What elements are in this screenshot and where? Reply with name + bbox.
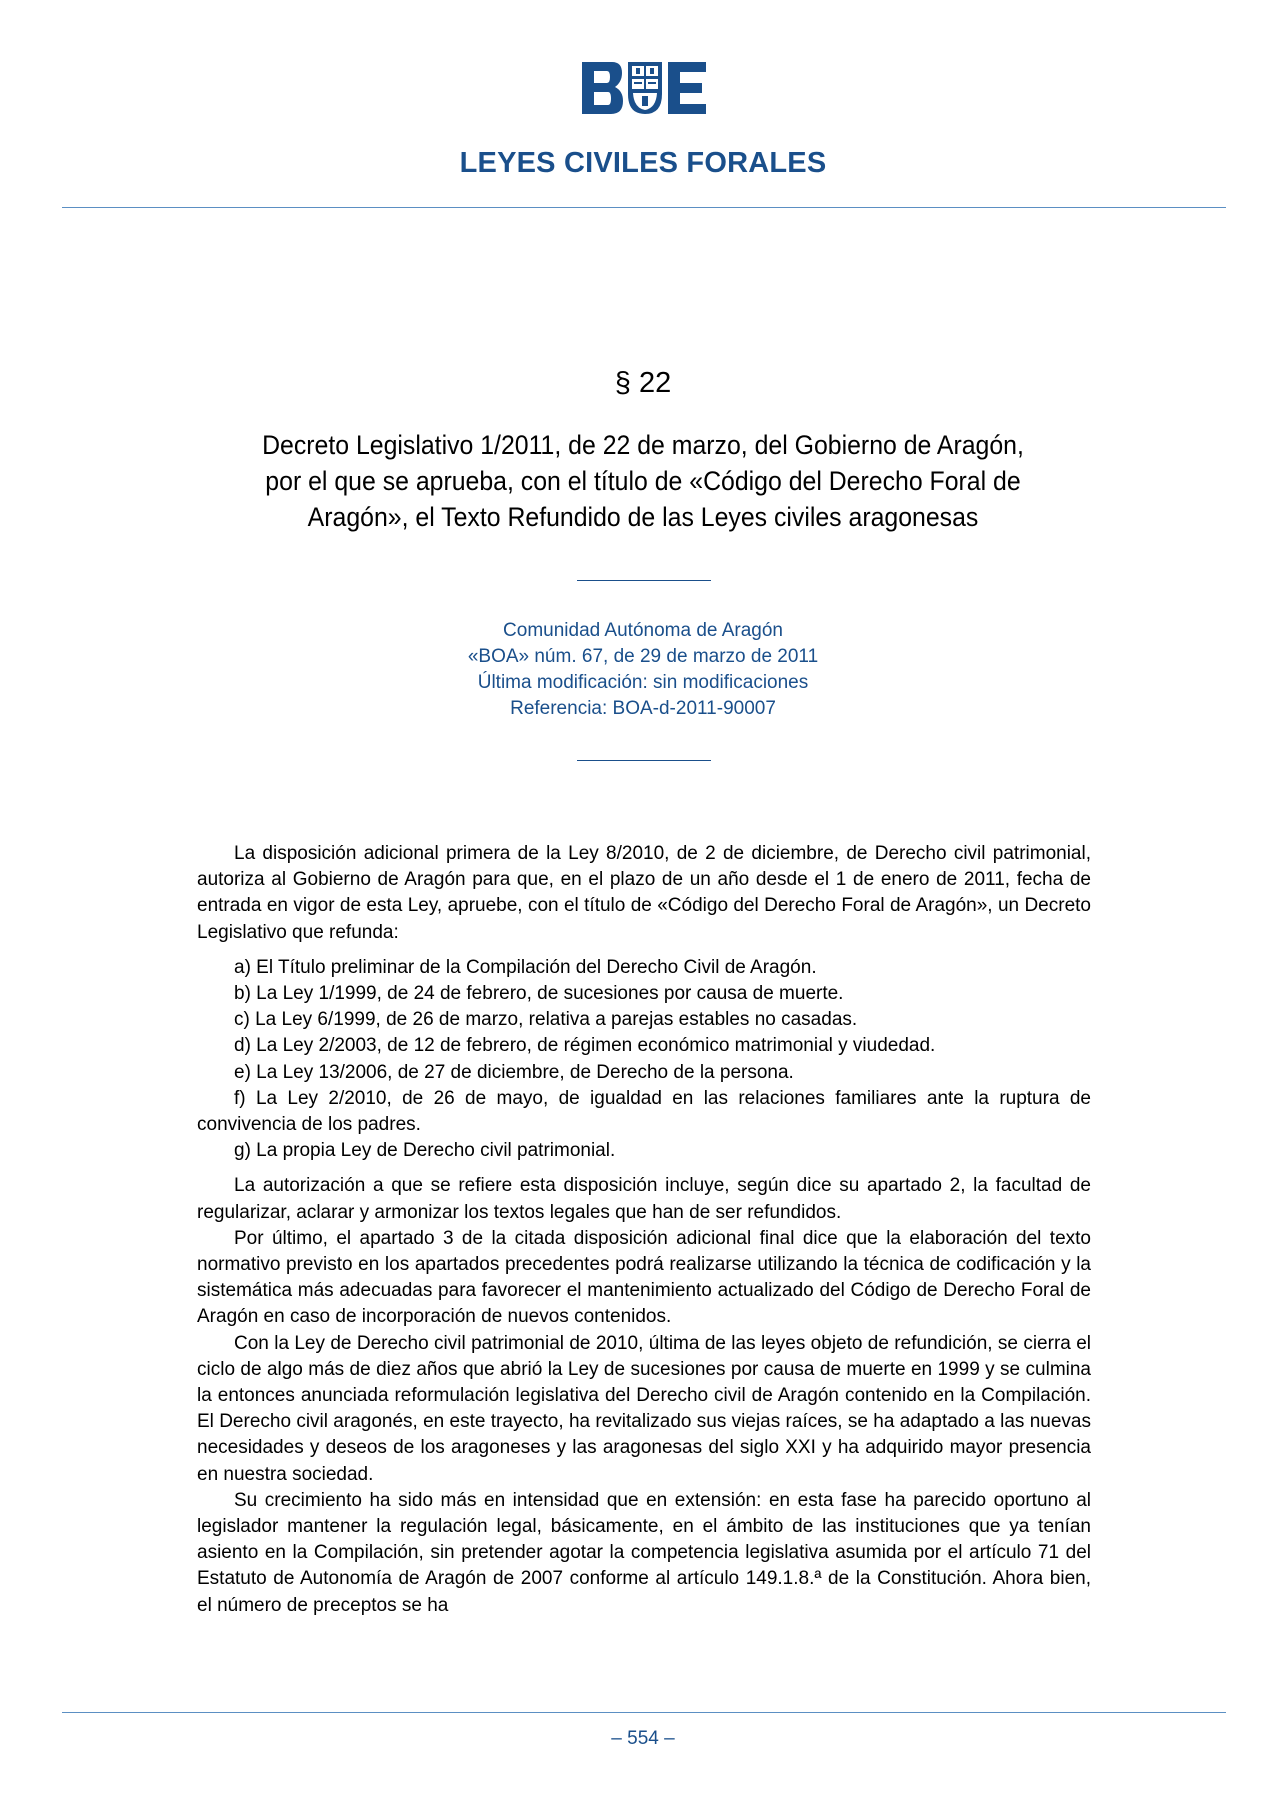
paragraph: La disposición adicional primera de la Ley 8/2010, de 2 de diciembre, de Derecho civil patrimonial, autoriza al Gobierno de Aragón para que, en el plazo de un año desde el 1 de enero de 2011, fecha de entrada en vigor de esta Ley, apruebe, con el título de «Código del Derecho Foral de Aragón», un Decreto Legislativo que refunda: [197, 843, 1091, 943]
document-title [245, 427, 1042, 535]
paragraph: La autorización a que se refiere esta disposición incluye, según dice su apartado 2, la facultad de regularizar, aclarar y armonizar los textos legales que han de ser refundidos. [197, 1175, 1091, 1223]
issuer: Comunidad Autónoma de Aragón [503, 620, 783, 641]
title-line: Aragón», el Texto Refundido de las Leyes civiles aragonesas [307, 502, 979, 532]
title-separator-rule [577, 580, 711, 581]
paragraph: Con la Ley de Derecho civil patrimonial de 2010, última de las leyes objeto de refundición, se cierra el ciclo de algo más de diez años que abrió la Ley de sucesiones por causa de muerte en 1999 y se culmina la entonces anunciada reformulación legislativa del Derecho civil de Aragón contenido en la Compilación. El Derecho civil aragonés, en este trayecto, ha revitalizado sus viejas raíces, se ha adaptado a las nuevas necesidades y deseos de los aragoneses y las aragonesas del siglo XXI y ha adquirido mayor presencia en nuestra sociedad. [197, 1332, 1091, 1485]
title-line: Decreto Legislativo 1/2011, de 22 de marzo, del Gobierno de Aragón, [262, 430, 1024, 460]
list-item: a) El Título preliminar de la Compilación del Derecho Civil de Aragón. [234, 956, 817, 978]
title-line: por el que se aprueba, con el título de «Código del Derecho Foral de [265, 466, 1021, 496]
footer-rule [62, 1712, 1226, 1713]
list-item: e) La Ley 13/2006, de 27 de diciembre, de Derecho de la persona. [234, 1061, 794, 1083]
paragraph: Por último, el apartado 3 de la citada disposición adicional final dice que la elaboración del texto normativo previsto en los apartados precedentes podrá realizarse utilizando la técnica de codificación y la sistemática más adecuadas para favorecer el mantenimiento actualizado del Código de Derecho Foral de Aragón en caso de incorporación de nuevos contenidos. [197, 1227, 1091, 1328]
metadata-separator-rule [577, 760, 711, 761]
list-item: b) La Ley 1/1999, de 24 de febrero, de sucesiones por causa de muerte. [234, 983, 844, 1005]
list-item: f) La Ley 2/2010, de 26 de mayo, de igualdad en las relaciones familiares ante la ruptura de convivencia de los padres. [197, 1087, 1091, 1136]
list-item: g) La propia Ley de Derecho civil patrimonial. [234, 1140, 616, 1162]
list-item: d) La Ley 2/2003, de 12 de febrero, de régimen económico matrimonial y viudedad. [234, 1035, 936, 1057]
list-item: c) La Ley 6/1999, de 26 de marzo, relativa a parejas estables no casadas. [234, 1009, 858, 1031]
paragraph: Su crecimiento ha sido más en intensidad que en extensión: en esta fase ha parecido oportuno al legislador mantener la regulación legal, básicamente, en el ámbito de las instituciones que ya tenían asiento en la Compilación, sin pretender agotar la competencia legislativa asumida por el artículo 71 del Estatuto de Autonomía de Aragón de 2007 conforme al artículo 149.1.8.ª de la Constitución. Ahora bien, el número de preceptos se ha [197, 1489, 1091, 1616]
gazette-reference: «BOA» núm. 67, de 29 de marzo de 2011 [467, 646, 819, 667]
header-rule [62, 207, 1226, 208]
document-metadata [0, 618, 1280, 722]
running-title: LEYES CIVILES FORALES [459, 147, 827, 179]
last-modification: Última modificación: sin modificaciones [477, 672, 809, 693]
body-text [197, 841, 1091, 1619]
section-mark: § 22 [614, 367, 672, 399]
boe-logo [582, 62, 706, 114]
page-number: – 554 – [611, 1728, 675, 1749]
document-reference: Referencia: BOA-d-2011-90007 [510, 698, 776, 719]
